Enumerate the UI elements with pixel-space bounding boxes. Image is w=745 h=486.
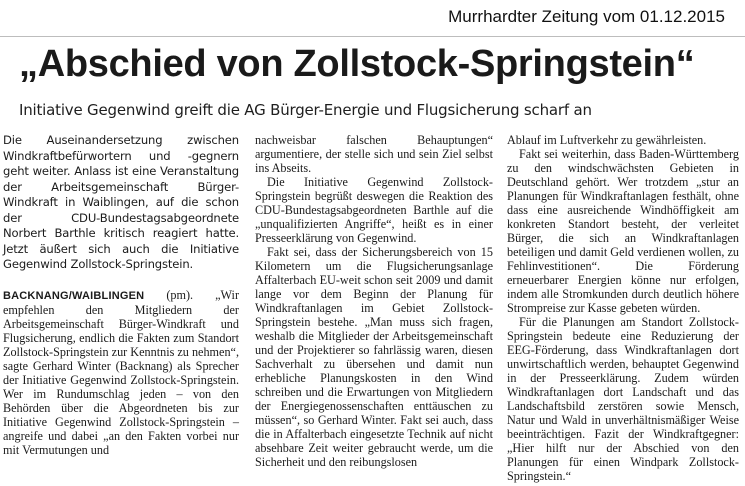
article-headline: „Abschied von Zollstock-Springstein“ xyxy=(19,43,695,85)
column-1-body xyxy=(3,288,239,457)
column-2-paragraph-3: Fakt sei, dass der Sicherungsbereich von 15 Kilometern um die Flugsicherungsanlage Affalterbach EU-weit schon seit 2009 und damit lange vor dem Beginn der Planung für Windkraftanlagen im Gebiet Zollstock-Springstein bestehe. „Man muss sich fragen, weshalb die Mitglieder der Arbeitsgemeinschaft und der Projektierer so fahrlässig waren, diesen Sachverhalt zu übersehen und damit nun erhebliche Planungskosten in den Wind schreiben und die Erwartungen von Mitgliedern der Energiegenossenschaften enttäuschen zu müssen“, so Gerhard Winter. Fakt sei auch, dass die in Affalterbach eingesetzte Technik auf nicht absehbare Zeit weiter gebraucht werde, um die Sicherheit und den reibungslosen xyxy=(255,245,493,469)
article-subheadline: Initiative Gegenwind greift die AG Bürger-Energie und Flugsicherung scharf an xyxy=(19,101,592,119)
article-lead: Die Auseinandersetzung zwischen Windkraftbefürwortern und -gegnern geht weiter. Anlass ist eine Veranstaltung der Arbeitsgemeinschaft Bürger-Windkraft in Waiblingen, auf die schon der CDU-Bundestagsabgeordnete Norbert Barthle kritisch reagiert hatte. Jetzt äußert sich auch die Initiative Gegenwind Zollstock-Springstein. xyxy=(3,133,239,271)
column-2-paragraph-1: nachweisbar falschen Behauptungen“ argumentiere, der stelle sich und sein Ziel selbst ins Abseits. xyxy=(255,133,493,175)
dateline: BACKNANG/WAIBLINGEN xyxy=(3,289,145,302)
column-2-paragraph-2: Die Initiative Gegenwind Zollstock-Springstein begrüßt deswegen die Reaktion des CDU-Bundestagsabgeordneten Barthle auf die „unqualifizierten Angriffe“, heißt es in einer Presseerklärung von Gegenwind. xyxy=(255,175,493,245)
column-3-paragraph-1: Ablauf im Luftverkehr zu gewährleisten. xyxy=(507,133,707,147)
header-divider xyxy=(0,36,745,37)
column-1-body-text: (pm). „Wir empfehlen den Mitgliedern der Arbeitsgemeinschaft Bürger-Windkraft und Flugsicherung, endlich die Fakten zum Standort Zollstock-Springstein zur Kenntnis zu nehmen“, sagte Gerhard Winter (Backnang) als Sprecher der Initiative Gegenwind Zollstock-Springstein. Wer im Rundumschlag jeden – von den Behörden über die Abgeordneten bis zur Initiative Gegenwind Zollstock-Springstein – angreife und dabei „an den Fakten vorbei nur mit Vermutungen und xyxy=(3,287,239,457)
article-column-2 xyxy=(255,133,493,469)
source-citation: Murrhardter Zeitung vom 01.12.2015 xyxy=(448,7,725,26)
column-3-paragraph-2: Fakt sei weiterhin, dass Baden-Württemberg zu den windschwächsten Gebieten in Deutschland gehört. Wer trotzdem „stur an Planungen für Windkraftanlagen festhält, ohne dass eine ausreichende Windhöffigkeit am konkreten Standort besteht, der verleitet Bürger, die sich an Windkraftanlagen beteiligen und damit Geld verdienen wollen, zu Fehlinvestitionen“. Die Förderung erneuerbarer Energien könne nur erfolgen, indem alle Stromkunden durch deutlich höhere Strompreise zur Kasse gebeten würden. xyxy=(507,147,739,315)
column-3-paragraph-3: Für die Planungen am Standort Zollstock-Springstein bedeute eine Reduzierung der EEG-Förderung, dass Windkraftanlagen dort unwirtschaftlich werden, behauptet Gegenwind in der Presseerklärung. Zudem würden Windkraftanlagen dort Landschaft und das Landschaftsbild zerstören sowie Mensch, Natur und Wald in unverhältnismäßiger Weise beeinträchtigen. Fazit der Windkraftgegner: „Hier hilft nur der Abschied von den Planungen für einen Windpark Zollstock-Springstein.“ xyxy=(507,315,739,483)
article-column-3 xyxy=(507,133,739,483)
article-column-1 xyxy=(3,133,239,457)
